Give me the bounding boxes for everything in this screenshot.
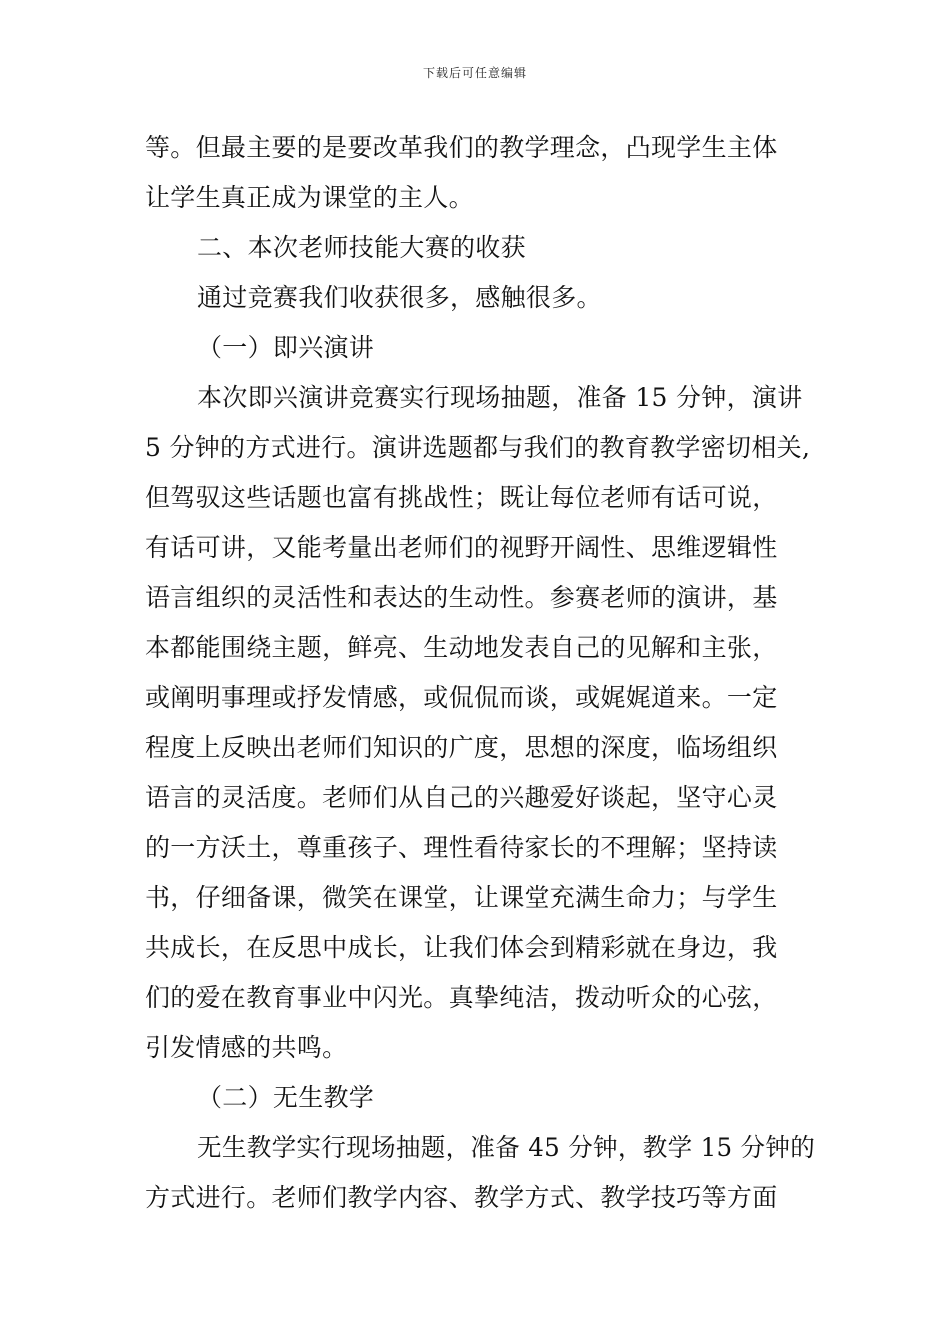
body-line: 等。但最主要的是要改革我们的教学理念，凸现学生主体 [145, 133, 778, 162]
body-line: 5 分钟的方式进行。演讲选题都与我们的教育教学密切相关, [145, 433, 811, 462]
body-line: 或阐明事理或抒发情感，或侃侃而谈，或娓娓道来。一定 [145, 683, 778, 712]
body-line: 的一方沃土，尊重孩子、理性看待家长的不理解；坚持读 [145, 833, 778, 862]
body-line: 但驾驭这些话题也富有挑战性；既让每位老师有话可说， [145, 483, 778, 512]
body-line: 方式进行。老师们教学内容、教学方式、教学技巧等方面 [145, 1183, 778, 1212]
body-line: 程度上反映出老师们知识的广度，思想的深度，临场组织 [145, 733, 778, 762]
body-line: 有话可讲，又能考量出老师们的视野开阔性、思维逻辑性 [145, 533, 778, 562]
body-line: 本次即兴演讲竞赛实行现场抽题，准备 15 分钟，演讲 [197, 383, 803, 412]
body-line: 引发情感的共鸣。 [145, 1033, 348, 1062]
section-heading: 二、本次老师技能大赛的收获 [197, 233, 526, 262]
subsection-heading: （二）无生教学 [197, 1083, 375, 1112]
body-line: 们的爱在教育事业中闪光。真挚纯洁，拨动听众的心弦， [145, 983, 778, 1012]
subsection-heading: （一）即兴演讲 [197, 333, 375, 362]
body-line: 通过竞赛我们收获很多，感触很多。 [197, 283, 602, 312]
body-line: 语言的灵活度。老师们从自己的兴趣爱好谈起，坚守心灵 [145, 783, 778, 812]
body-line: 书，仔细备课，微笑在课堂，让课堂充满生命力；与学生 [145, 883, 778, 912]
body-line: 共成长，在反思中成长，让我们体会到精彩就在身边，我 [145, 933, 778, 962]
body-line: 语言组织的灵活性和表达的生动性。参赛老师的演讲，基 [145, 583, 778, 612]
body-line: 无生教学实行现场抽题，准备 45 分钟，教学 15 分钟的 [197, 1133, 816, 1162]
body-line: 让学生真正成为课堂的主人。 [145, 183, 474, 212]
page-header: 下载后可任意编辑 [422, 66, 527, 80]
body-line: 本都能围绕主题，鲜亮、生动地发表自己的见解和主张， [145, 633, 778, 662]
